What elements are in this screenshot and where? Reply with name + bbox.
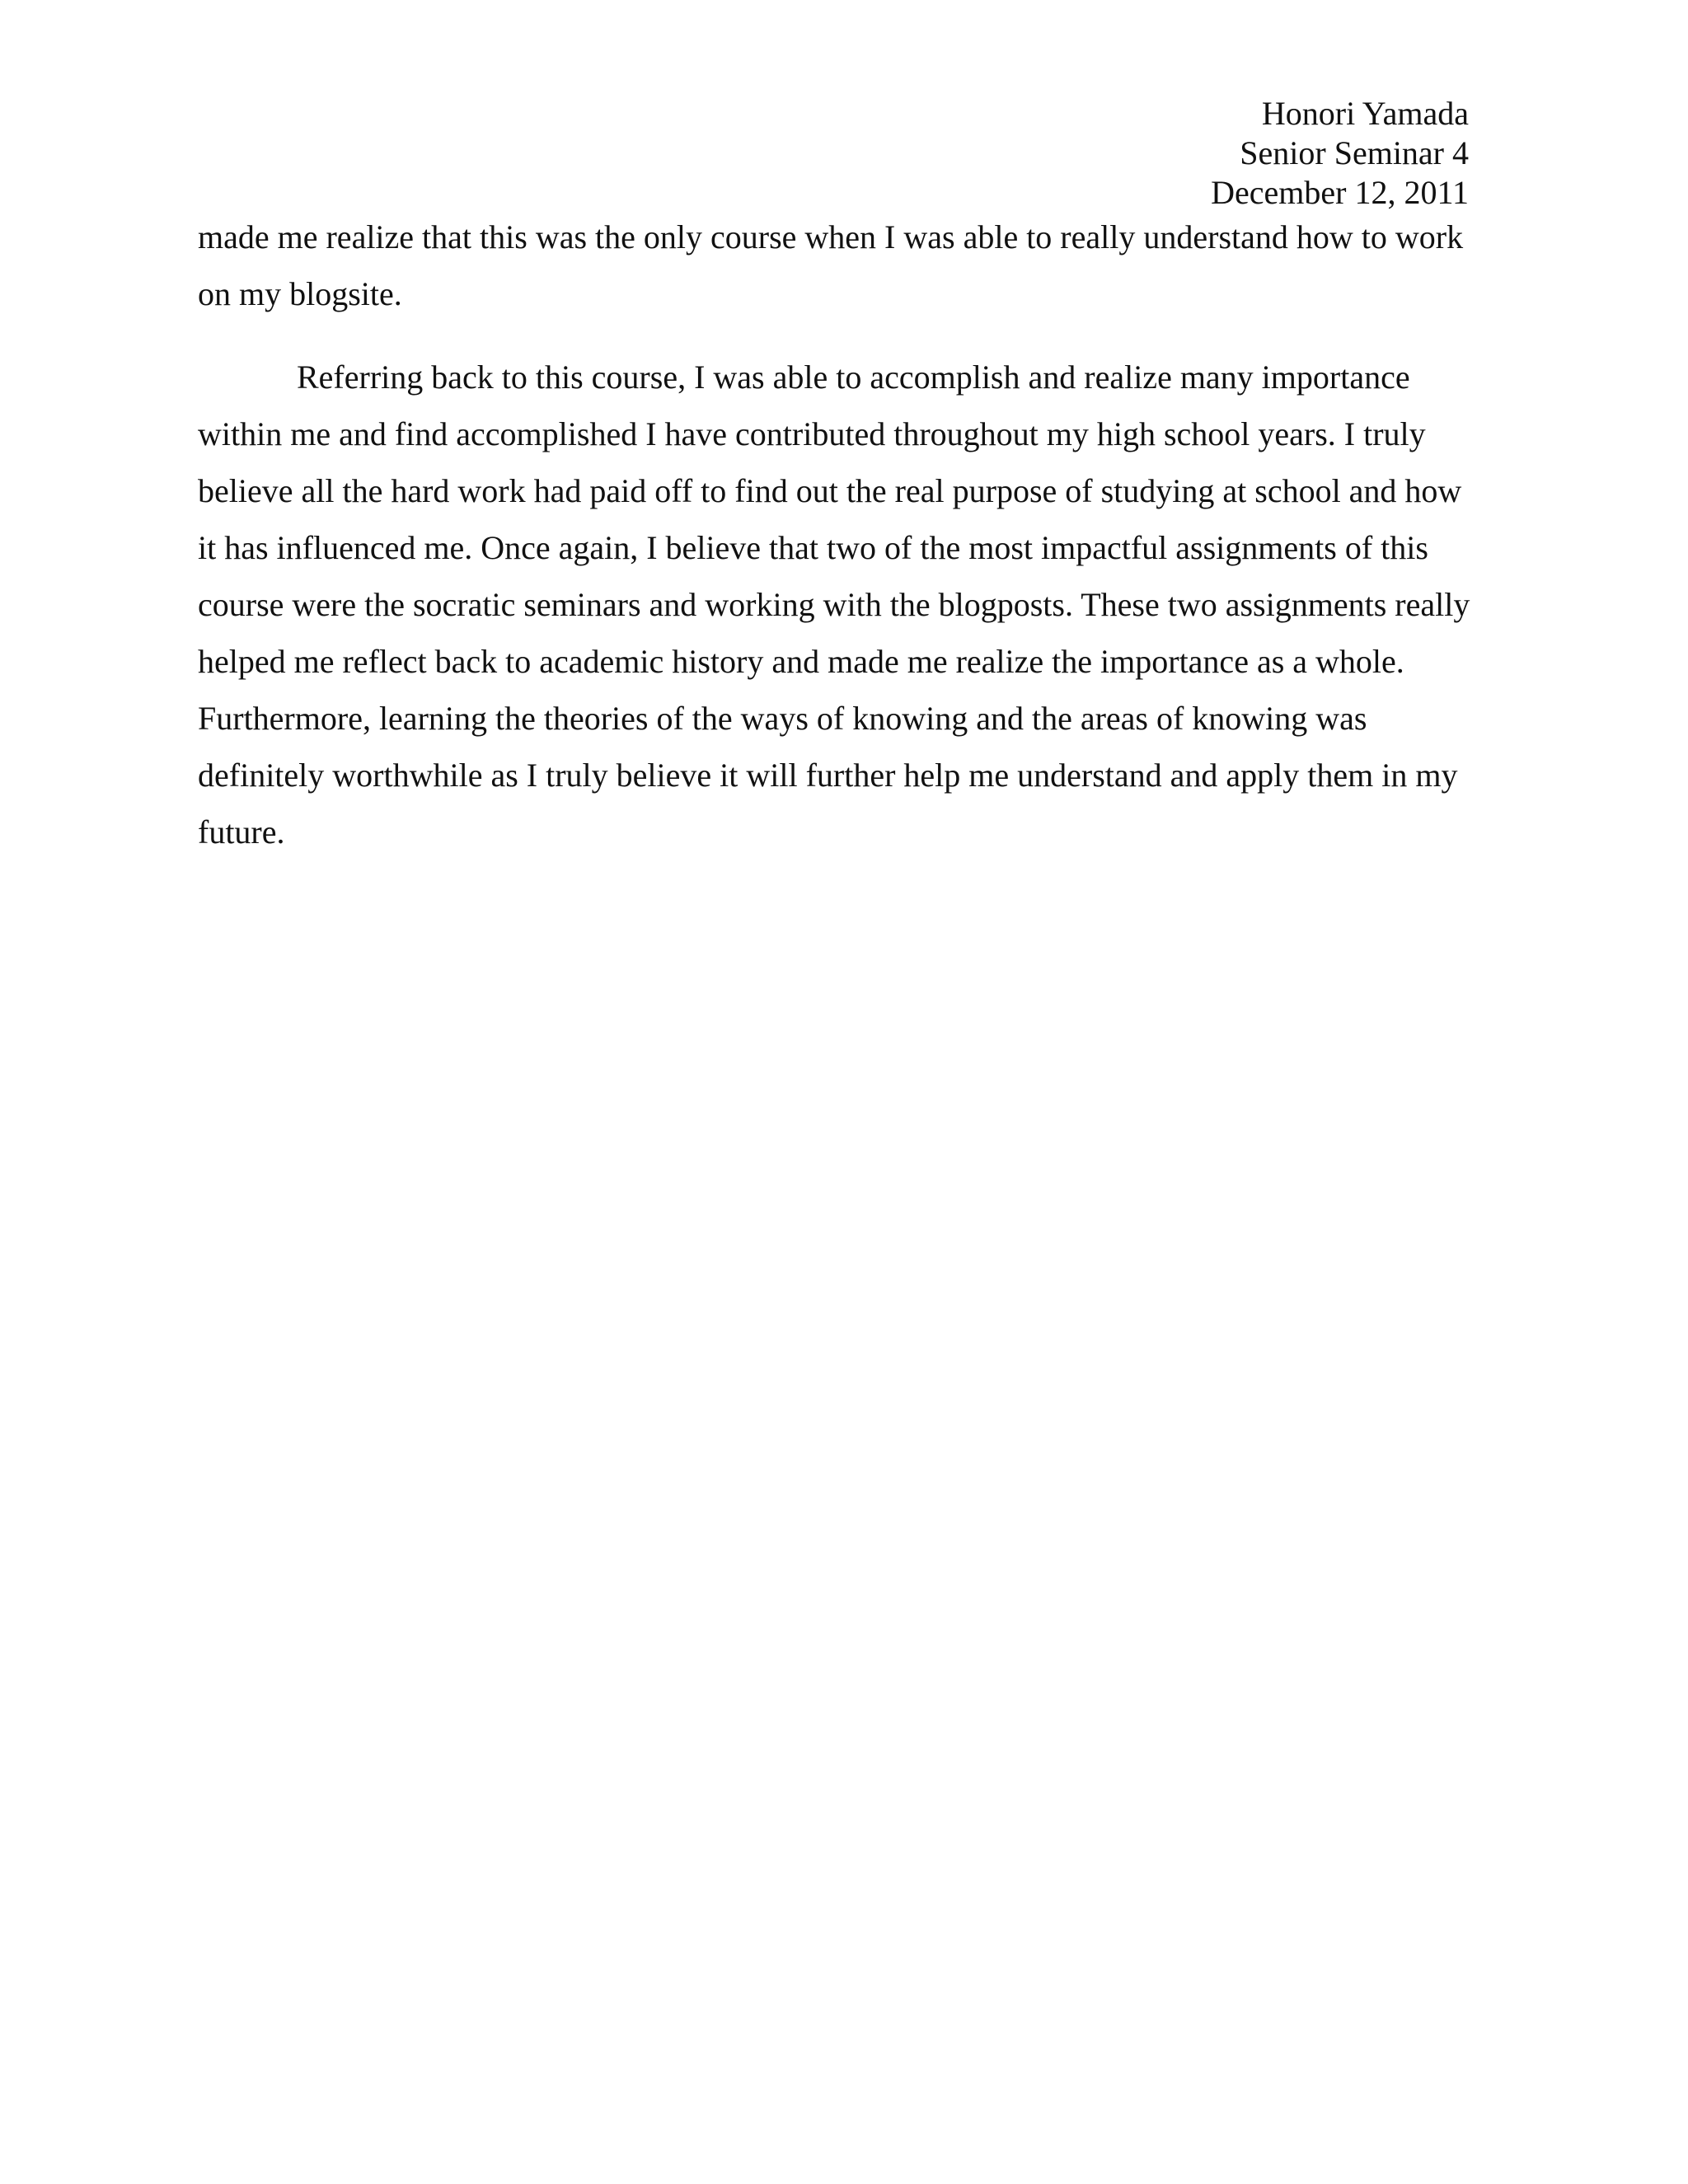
paragraph [198,349,1484,860]
paragraph [198,209,1484,322]
text-line: it has influenced me. Once again, I believe that two of the most impactful assignments of this [198,529,1428,566]
text-line: within me and find accomplished I have contributed throughout my high school years. I truly [198,415,1426,452]
text-line: believe all the hard work had paid off to find out the real purpose of studying at school and how [198,472,1462,509]
course-name: Senior Seminar 4 [1240,134,1469,171]
text-line: Furthermore, learning the theories of the ways of knowing and the areas of knowing was [198,700,1367,737]
text-line: Referring back to this course, I was able to accomplish and realize many importance [297,359,1410,396]
text-line: made me realize that this was the only course when I was able to really understand how to work [198,218,1464,255]
text-line: definitely worthwhile as I truly believe it will further help me understand and apply them in my [198,757,1458,794]
author-name: Honori Yamada [1261,95,1469,132]
text-line: future. [198,813,285,851]
text-line: on my blogsite. [198,275,402,312]
document-header [1211,94,1469,213]
text-line: course were the socratic seminars and working with the blogposts. These two assignments really [198,586,1470,623]
document-body [198,209,1484,860]
document-date: December 12, 2011 [1211,174,1469,211]
text-line: helped me reflect back to academic history and made me realize the importance as a whole. [198,643,1404,680]
